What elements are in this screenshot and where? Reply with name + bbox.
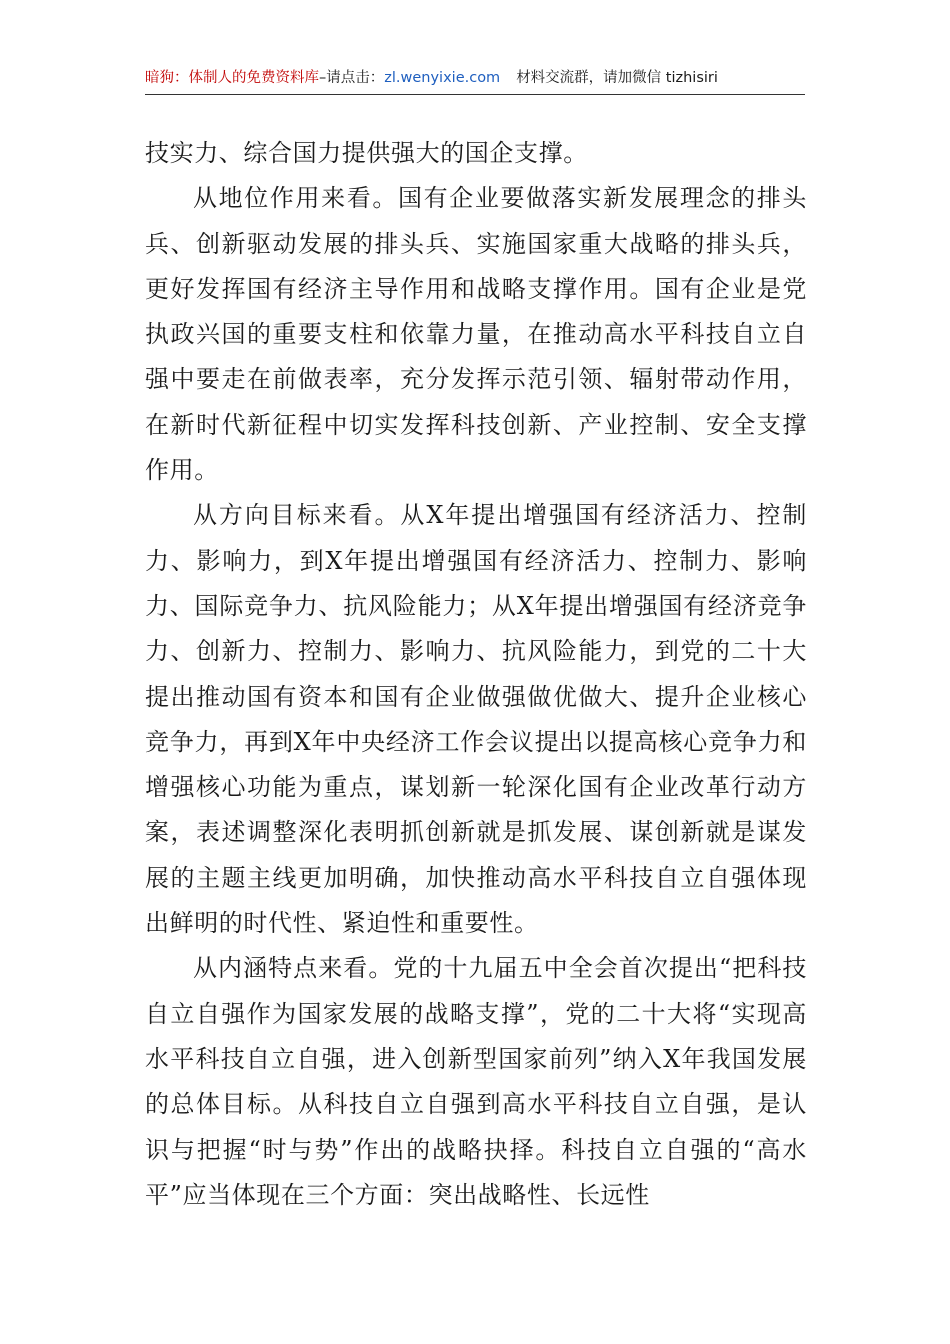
- paragraph-continuation: 技实力、综合国力提供强大的国企支撑。: [145, 139, 588, 167]
- header-contact: 材料交流群，请加微信 tizhisiri: [516, 70, 718, 86]
- header-url-link[interactable]: zl.wenyixie.com: [384, 70, 501, 86]
- paragraph: 从方向目标来看。从X年提出增强国有经济活力、控制力、影响力，到X年提出增强国有经济活力、控制力、影响力、国际竞争力、抗风险能力；从X年提出增强国有经济竞争力、创新力、控制力、影响力、抗风险能力，到党的二十大提出推动国有资本和国有企业做强做优做大、提升企业核心竞争力，再到X年中央经济工作会议提出以提高核心竞争力和增强核心功能为重点，谋划新一轮深化国有企业改革行动方案，表述调整深化表明抓创新就是抓发展、谋创新就是谋发展的主题主线更加明确，加快推动高水平科技自立自强体现出鲜明的时代性、紧迫性和重要性。: [145, 501, 807, 938]
- paragraph: 从内涵特点来看。党的十九届五中全会首次提出“把科技自立自强作为国家发展的战略支撑”，党的二十大将“实现高水平科技自立自强，进入创新型国家前列”纳入X年我国发展的总体目标。从科技自立自强到高水平科技自立自强，是认识与把握“时与势”作出的战略抉择。科技自立自强的“高水平”应当体现在三个方面：突出战略性、长远性: [145, 954, 807, 1209]
- paragraph: 从地位作用来看。国有企业要做落实新发展理念的排头兵、创新驱动发展的排头兵、实施国家重大战略的排头兵，更好发挥国有经济主导作用和战略支撑作用。国有企业是党执政兴国的重要支柱和依靠力量，在推动高水平科技自立自强中要走在前做表率，充分发挥示范引领、辐射带动作用，在新时代新征程中切实发挥科技创新、产业控制、安全支撑作用。: [145, 184, 807, 485]
- header-prompt: –请点击：: [319, 70, 385, 86]
- document-body: [145, 131, 807, 1218]
- header-source: 暗狗：体制人的免费资料库: [145, 70, 319, 86]
- page-header: [145, 66, 805, 95]
